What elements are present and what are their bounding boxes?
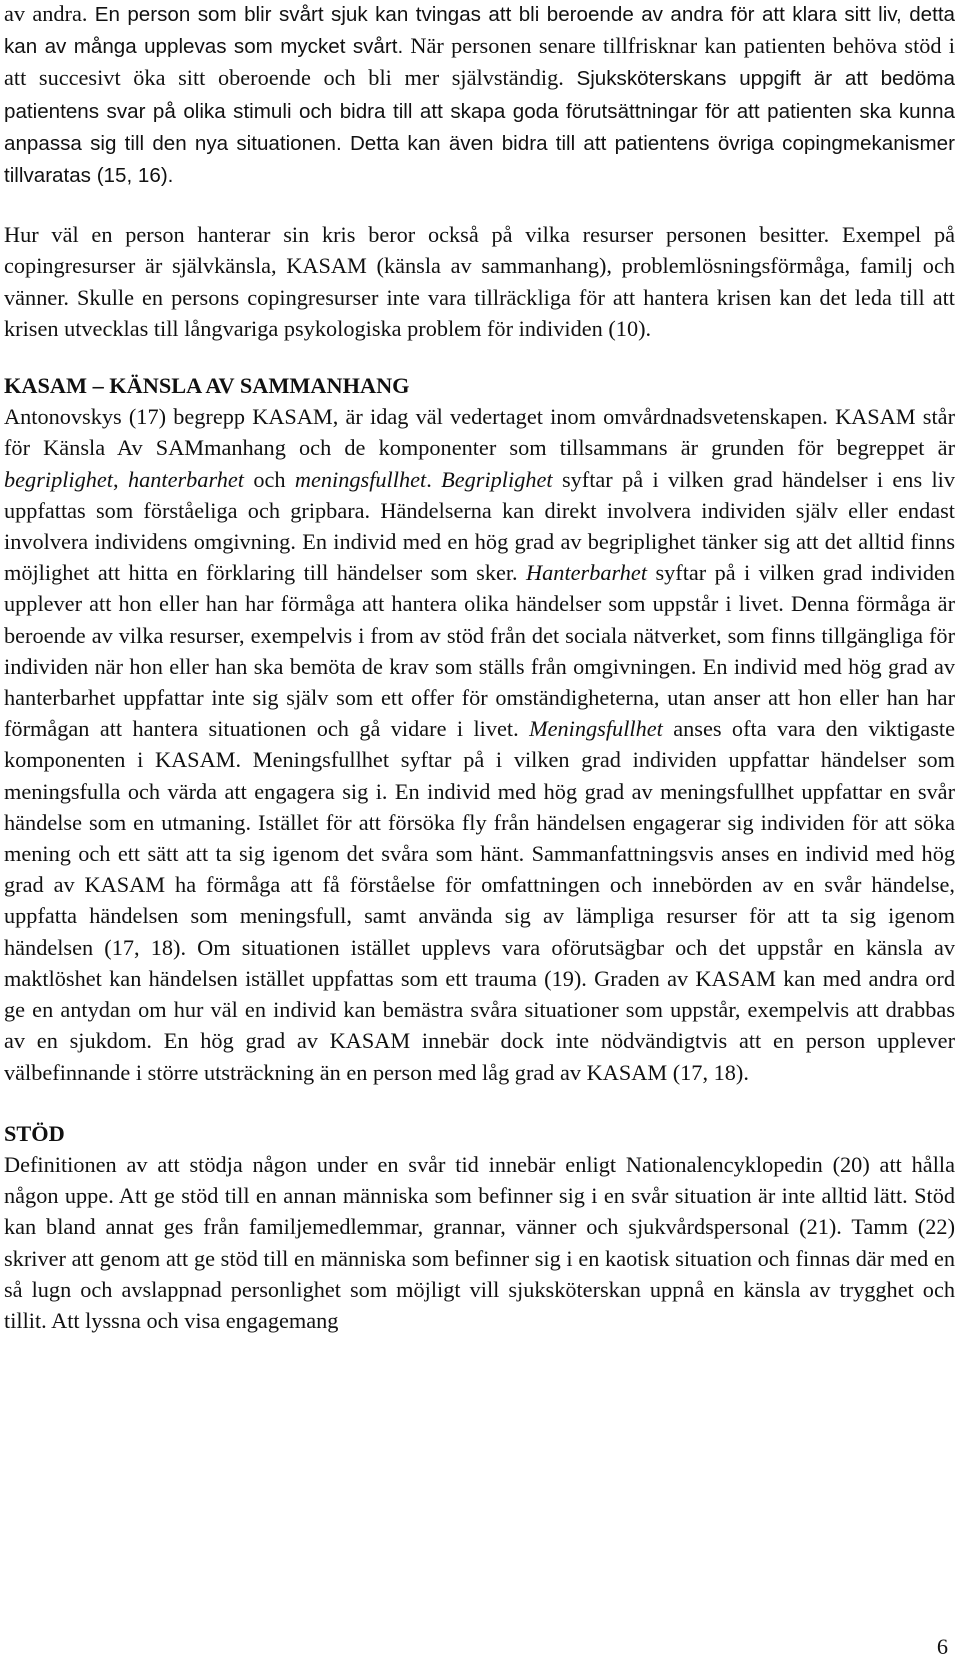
term-begriplighet-2: Begriplighet — [441, 466, 553, 492]
separator-period: . — [426, 466, 432, 492]
intro-text-serif-b: När personen senare tillfrisknar kan patienten behöva stöd i att succesivt öka sitt oberoende och bli mer självständig. — [4, 33, 955, 91]
separator-comma: , — [113, 466, 119, 492]
paragraph-stod: Definitionen av att stödja någon under en svår tid innebär enligt Nationalencyklopedin (20) att hålla någon uppe. Att ge stöd till en annan människa som befinner sig i en svår situation är inte alltid lätt. Stöd kan bland annat ges från familjemedlemmar, grannar, vänner och sjukvårdspersonal (21). Tamm (22) skriver att genom att ge stöd till en människa som befinner sig i en kaotisk situation och finnas där med en så lugn och avslappnad personlighet som möjligt vill sjuksköterskan uppnå en känsla av trygghet och tillit. Att lyssna och visa engagemang — [4, 1151, 955, 1333]
kasam-text-4: anses ofta vara den viktigaste komponenten i KASAM. Meningsfullhet syftar på i vilken grad individen uppfattar händelser som meningsfulla och värda att engagera sig i. En individ med hög grad av meningsfullhet uppfattar en svår händelse som en utmaning. Istället för att försöka fly från händelsen engagerar sig individen för att söka mening och ett sätt att ta sig igenom det svåra som hänt. Sammanfattningsvis anses en individ med hög grad av KASAM ha förmåga att få förståelse för omfattningen och innebörden av en svår händelse, uppfatta händelsen som meningsfull, samt använda sig av lämpliga resurser för att ta sig igenom händelsen (17, 18). Om situationen istället upplevs vara oförutsägbar och det uppstår en känsla av maktlöshet kan händelsen istället uppfattas som ett trauma (19). Graden av KASAM kan med andra ord ge en antydan om hur väl en individ kan bemästra svåra situationer som uppstår, exempelvis att drabbas av en sjukdom. En hög grad av KASAM innebär dock inte nödvändigtvis att en person upplever välbefinnande i större utsträckning än en person med låg grad av KASAM (17, 18). — [4, 716, 956, 1085]
document-page — [4, 0, 955, 1336]
term-meningsfullhet: meningsfullhet — [294, 466, 427, 492]
kasam-text-3: syftar på i vilken grad individen upplever att hon eller han har förmåga att hantera olika händelser som uppstår i livet. Denna förmåga är beroende av vilka resurser, exempelvis i from av stöd från det sociala nätverket, som finns tillgängliga för individen när hon eller han ska bemöta de krav som ställs från omgivningen. En individ med hög grad av hanterbarhet uppfattar inte sig själv som ett offer för omständigheterna, utan anser att hon eller han har förmågan att hantera situationen och gå vidare i livet. — [4, 560, 956, 742]
paragraph-kasam — [4, 401, 955, 1087]
kasam-text-1: Antonovskys (17) begrepp KASAM, är idag väl vedertaget inom omvårdnadsvetenskapen. KASAM står för Känsla Av SAMmanhang och de komponenter som tillsammans är grunden för begreppet är — [4, 404, 955, 461]
kasam-text-2: syftar på i vilken grad händelser i ens liv uppfattas som förståeliga och gripbara. Händelserna kan direkt involvera individen själv eller endast involvera individens omgivning. En individ med en hög grad av begriplighet tänker sig att det alltid finns möjlighet att hitta en förklaring till händelser som sker. — [4, 466, 956, 586]
page-number: 6 — [936, 1634, 948, 1659]
term-hanterbarhet: hanterbarhet — [127, 466, 244, 492]
section-heading-stod: STÖD — [4, 1120, 65, 1146]
paragraph-coping-resources: Hur väl en person hanterar sin kris beror också på vilka resurser personen besitter. Exempel på copingresurser är självkänsla, KASAM (känsla av sammanhang), problemlösningsförmåga, familj och vänner. Skulle en persons copingresurser inte vara tillräckliga för att hantera krisen kan det leda till att krisen utvecklas till långvariga psykologiska problem för individen (10). — [4, 222, 955, 341]
section-heading-kasam: KASAM – KÄNSLA AV SAMMANHANG — [4, 373, 410, 399]
paragraph-intro — [4, 0, 955, 191]
intro-text-sans-a: En person som blir svårt sjuk kan tvingas att bli beroende av andra för att klara sitt liv, detta kan av många upplevas som mycket svårt. — [4, 3, 955, 59]
word-och: och — [253, 466, 286, 492]
term-begriplighet: begriplighet — [4, 466, 113, 492]
intro-text-sans-b: Sjuksköterskans uppgift är att bedöma patientens svar på olika stimuli och bidra till att skapa goda förutsättningar för att patienten ska kunna anpassa sig till den nya situationen. Detta kan även bidra till att patientens övriga copingmekanismer tillvaratas (15, 16). — [4, 67, 955, 188]
term-meningsfullhet-2: Meningsfullhet — [529, 716, 663, 742]
term-hanterbarhet-2: Hanterbarhet — [526, 560, 648, 586]
intro-text-serif-a: av andra. — [4, 1, 88, 26]
